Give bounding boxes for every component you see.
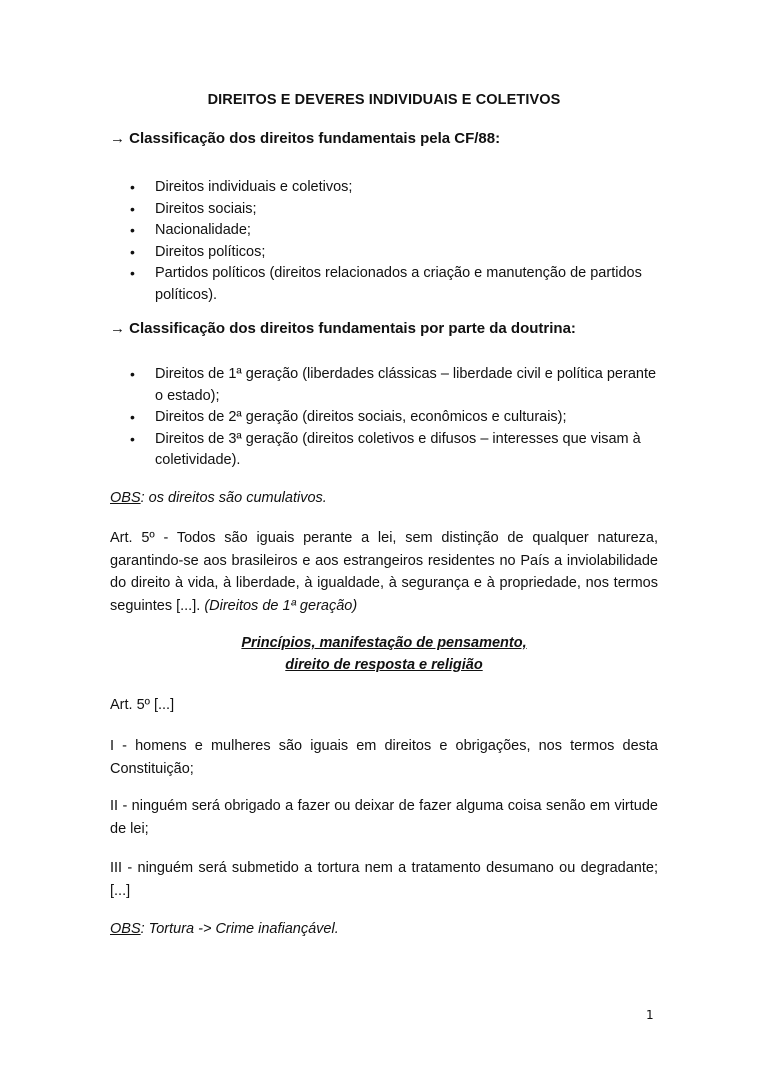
section-heading-cf88: → Classificação dos direitos fundamentais pela CF/88: (110, 130, 501, 147)
subheading-principios (110, 632, 658, 676)
obs-label: OBS (110, 921, 141, 937)
art5-caput-note: (Direitos de 1ª geração) (204, 597, 358, 614)
list-item: • Direitos de 2ª geração (direitos sociais, econômicos e culturais); (110, 407, 658, 429)
obs-cumulativos (110, 487, 658, 510)
list-item: • Direitos sociais; (110, 199, 658, 221)
inciso-iii: III - ninguém será submetido a tortura nem a tratamento desumano ou degradante; [...] (110, 860, 658, 899)
obs-text: : Tortura -> Crime inafiançável. (140, 921, 339, 937)
inciso-ii: II - ninguém será obrigado a fazer ou deixar de fazer alguma coisa senão em virtude de lei; (110, 798, 658, 837)
cf88-classification-list (110, 177, 658, 306)
list-item: • Direitos políticos; (110, 242, 658, 264)
list-item: • Nacionalidade; (110, 220, 658, 242)
art5-caput (110, 527, 658, 617)
obs-text: : os direitos são cumulativos. (140, 490, 327, 506)
art5-reference: Art. 5º [...] (110, 697, 175, 713)
inciso-i: I - homens e mulheres são iguais em direitos e obrigações, nos termos desta Constituição; (110, 738, 658, 777)
doutrina-classification-list (110, 364, 658, 472)
page-number: 1 (646, 1008, 654, 1022)
document-title: DIREITOS E DEVERES INDIVIDUAIS E COLETIVOS (207, 92, 561, 108)
section-heading-doutrina: → Classificação dos direitos fundamentais por parte da doutrina: (110, 320, 576, 337)
list-item: • Partidos políticos (direitos relacionados a criação e manutenção de partidos políticos). (110, 263, 658, 306)
obs-tortura (110, 918, 658, 941)
list-item: • Direitos individuais e coletivos; (110, 177, 658, 199)
obs-label: OBS (110, 490, 141, 506)
art5-caput-text: Art. 5º - Todos são iguais perante a lei, sem distinção de qualquer natureza, garantindo-se aos brasileiros e aos estrangeiros residentes no País a inviolabilidade do direito à vida, à liberdade, à igualdade, à segurança e à propriedade, nos termos seguintes [...]. (110, 530, 658, 614)
list-item: • Direitos de 1ª geração (liberdades clássicas – liberdade civil e política perante o estado); (110, 364, 658, 407)
subheading-line: direito de resposta e religião (285, 657, 483, 673)
subheading-line: Princípios, manifestação de pensamento, (241, 635, 527, 651)
list-item: • Direitos de 3ª geração (direitos coletivos e difusos – interesses que visam à coletividade). (110, 429, 658, 472)
